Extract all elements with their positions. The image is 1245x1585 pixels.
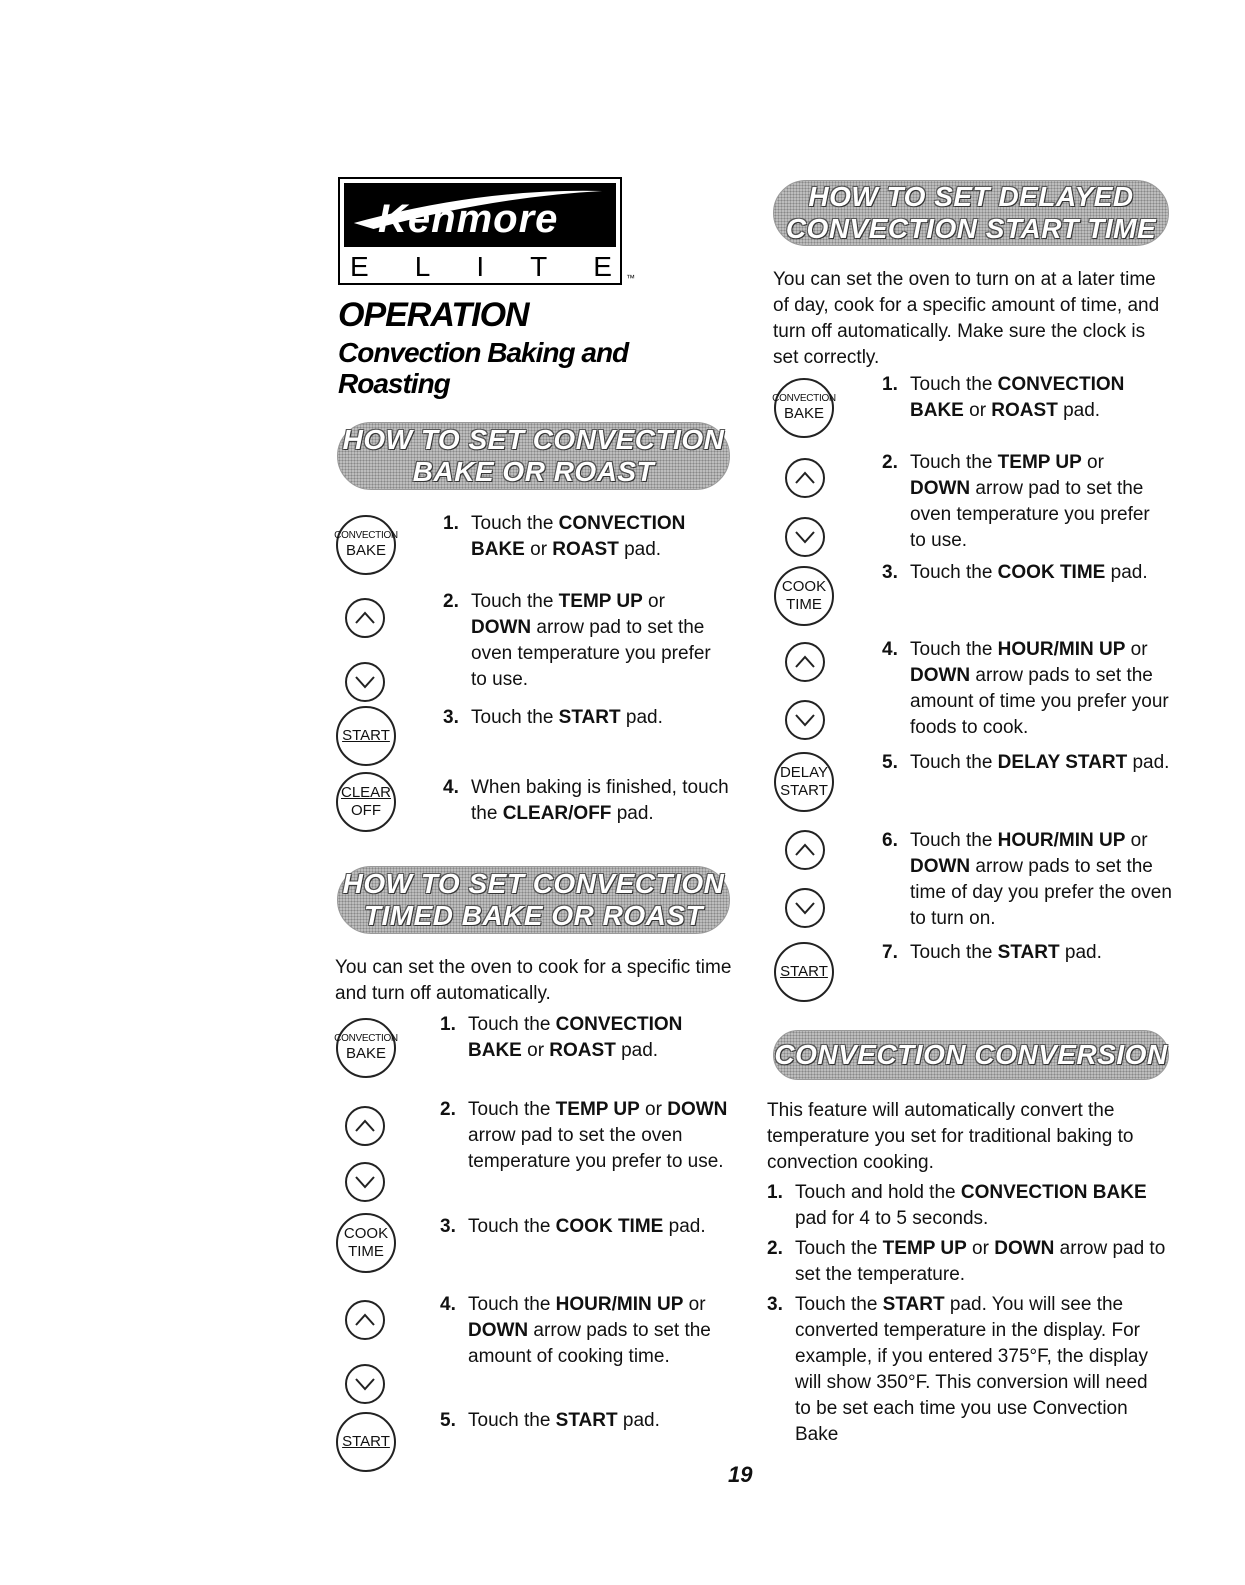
arrow-down-icon — [345, 1162, 385, 1202]
arrow-down-icon — [345, 662, 385, 702]
section4-intro: This feature will automatically convert the temperature you set for traditional baking to convection cooking. — [767, 1100, 1134, 1173]
step-7: 7. Touch the START pad. — [882, 942, 1102, 963]
step-1: 1. Touch the CONVECTION BAKE or ROAST pad. — [443, 513, 686, 560]
arrow-down-icon — [785, 700, 825, 740]
arrow-up-icon — [785, 830, 825, 870]
arrow-down-icon — [345, 1364, 385, 1404]
start-pad-icon: START — [336, 1412, 396, 1472]
step-4: 4. Touch the HOUR/MIN UP or DOWN arrow pads to set the amount of time you prefer your foods to cook. — [882, 639, 1169, 738]
logo-wordmark: Kenmore — [378, 197, 559, 241]
start-pad-icon: START — [774, 942, 834, 1002]
step-4: 4. When baking is finished, touch the CLEAR/OFF pad. — [443, 777, 729, 824]
step-5: 5. Touch the DELAY START pad. — [882, 752, 1170, 773]
step-3: 3. Touch the COOK TIME pad. — [882, 562, 1148, 583]
step-2: 2. Touch the TEMP UP or DOWN arrow pad to set the oven temperature you prefer to use. — [882, 452, 1150, 551]
section2-intro: You can set the oven to cook for a specific time and turn off automatically. — [335, 957, 732, 1004]
clear-off-pad-icon: CLEAR OFF — [336, 772, 396, 832]
delay-start-pad-icon: DELAY START — [774, 752, 834, 812]
step-1: 1. Touch the CONVECTION BAKE or ROAST pad. — [440, 1014, 683, 1061]
section-banner-conversion: CONVECTION CONVERSION — [773, 1030, 1169, 1080]
step-2: 2. Touch the TEMP UP or DOWN arrow pad to set the oven temperature you prefer to use. — [440, 1099, 728, 1172]
arrow-up-icon — [785, 458, 825, 498]
kenmore-elite-logo — [338, 177, 635, 287]
cook-time-pad-icon: COOK TIME — [774, 566, 834, 626]
section-banner-timed-bake: HOW TO SET CONVECTION TIMED BAKE OR ROAST — [337, 866, 730, 934]
step-2: 2. Touch the TEMP UP or DOWN arrow pad to set the temperature. — [767, 1238, 1166, 1285]
section3-intro: You can set the oven to turn on at a later time of day, cook for a specific amount of time, and turn off automatically. Make sure the clock is set correctly. — [773, 269, 1160, 368]
page-title: OPERATION — [338, 296, 529, 334]
arrow-up-icon — [785, 642, 825, 682]
convection-bake-pad-icon: CONVECTION BAKE — [336, 1018, 396, 1078]
section-banner-delayed-start: HOW TO SET DELAYED CONVECTION START TIME — [773, 180, 1169, 246]
section-banner-convection-bake: HOW TO SET CONVECTION BAKE OR ROAST — [337, 422, 730, 490]
step-5: 5. Touch the START pad. — [440, 1410, 660, 1431]
arrow-down-icon — [785, 888, 825, 928]
cook-time-pad-icon: COOK TIME — [336, 1213, 396, 1273]
step-4: 4. Touch the HOUR/MIN UP or DOWN arrow pads to set the amount of cooking time. — [440, 1294, 711, 1367]
arrow-up-icon — [345, 598, 385, 638]
step-3: 3. Touch the COOK TIME pad. — [440, 1216, 706, 1237]
arrow-down-icon — [785, 517, 825, 557]
step-2: 2. Touch the TEMP UP or DOWN arrow pad to set the oven temperature you prefer to use. — [443, 591, 711, 690]
page-subtitle: Convection Baking and Roasting — [338, 337, 629, 399]
arrow-up-icon — [345, 1106, 385, 1146]
convection-bake-pad-icon: CONVECTION BAKE — [774, 378, 834, 438]
step-6: 6. Touch the HOUR/MIN UP or DOWN arrow pads to set the time of day you prefer the oven to turn on. — [882, 830, 1172, 929]
page-number: 19 — [728, 1462, 753, 1487]
arrow-up-icon — [345, 1300, 385, 1340]
step-1: 1. Touch the CONVECTION BAKE or ROAST pad. — [882, 374, 1125, 421]
logo-elite-letters: E L I T E — [350, 251, 612, 282]
step-1: 1. Touch and hold the CONVECTION BAKE pad for 4 to 5 seconds. — [767, 1182, 1147, 1229]
trademark-mark: ™ — [626, 273, 635, 283]
step-3: 3. Touch the START pad. You will see the converted temperature in the display. For example, if you entered 375°F, the display will show 350°F. This conversion will need to be set each time you use Convection Bake — [767, 1294, 1148, 1445]
convection-bake-pad-icon: CONVECTION BAKE — [336, 515, 396, 575]
start-pad-icon: START — [336, 706, 396, 766]
step-3: 3. Touch the START pad. — [443, 707, 663, 728]
